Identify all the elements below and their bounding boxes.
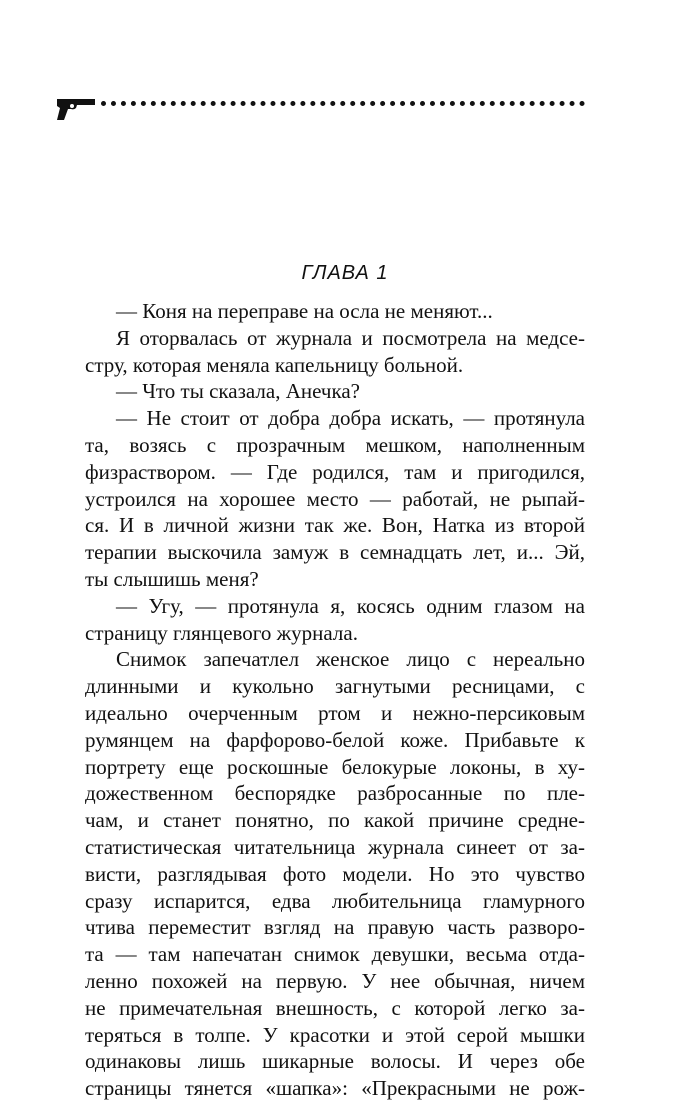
text-line: сразу испарится, едва любительница гламурного	[85, 888, 585, 913]
text-line: статистическая читательница журнала синеет от за-	[85, 834, 585, 859]
text-line: не примечательная внешность, с которой легко за-	[85, 995, 585, 1020]
text-line: висти, разглядывая фото модели. Но это чувство	[85, 861, 585, 886]
text-line: ся. И в личной жизни так же. Вон, Натка из второй	[85, 513, 585, 538]
text-line: идеально очерченным ртом и нежно-персиковым	[85, 700, 585, 725]
chapter-title: ГЛАВА 1	[301, 262, 389, 284]
text-line: ты слышишь меня?	[85, 566, 259, 591]
text-line: — Что ты сказала, Анечка?	[116, 379, 361, 404]
text-line: ленно похожей на первую. У нее обычная, ничем	[85, 968, 585, 993]
text-line: та, возясь с прозрачным мешком, наполненным	[85, 432, 585, 457]
text-line: чам, и станет понятно, по какой причине средне-	[85, 808, 585, 833]
text-line: одинаковы лишь шикарные волосы. И через обе	[85, 1049, 585, 1074]
text-line: длинными и кукольно загнутыми ресницами, с	[85, 674, 585, 699]
text-line: дожественном беспорядке разбросанные по пле-	[85, 781, 585, 806]
text-line: стру, которая меняла капельницу больной.	[85, 352, 464, 377]
text-line: физраствором. — Где родился, там и пригодился,	[85, 459, 585, 484]
text-line: портрету еще роскошные белокурые локоны, в ху-	[85, 754, 585, 779]
text-line: устроился на хорошее место — работай, не рыпай-	[85, 486, 585, 511]
text-line: — Не стоит от добра добра искать, — протянула	[116, 406, 585, 431]
text-line: теряться в толпе. У красотки и этой серой мышки	[85, 1022, 585, 1047]
text-line: Снимок запечатлел женское лицо с нереально	[116, 647, 585, 672]
text-line: страницу глянцевого журнала.	[85, 620, 358, 645]
text-line: румянцем на фарфорово-белой коже. Прибавьте к	[85, 727, 585, 752]
body-text	[85, 298, 585, 1102]
dotted-rule	[101, 101, 585, 106]
text-line: терапии выскочила замуж в семнадцать лет, и... Эй,	[85, 540, 585, 565]
pistol-icon	[55, 96, 97, 122]
text-line: та — там напечатан снимок девушки, весьма отда-	[85, 942, 585, 967]
header-ornament	[55, 96, 585, 122]
text-line: — Угу, — протянула я, косясь одним глазом на	[116, 593, 585, 618]
text-line: страницы тянется «шапка»: «Прекрасными не рож-	[85, 1076, 585, 1101]
text-line: — Коня на переправе на осла не меняют...	[116, 299, 493, 323]
text-line: чтива переместит взгляд на правую часть разворо-	[85, 915, 585, 940]
text-line: Я оторвалась от журнала и посмотрела на медсе-	[116, 325, 585, 350]
